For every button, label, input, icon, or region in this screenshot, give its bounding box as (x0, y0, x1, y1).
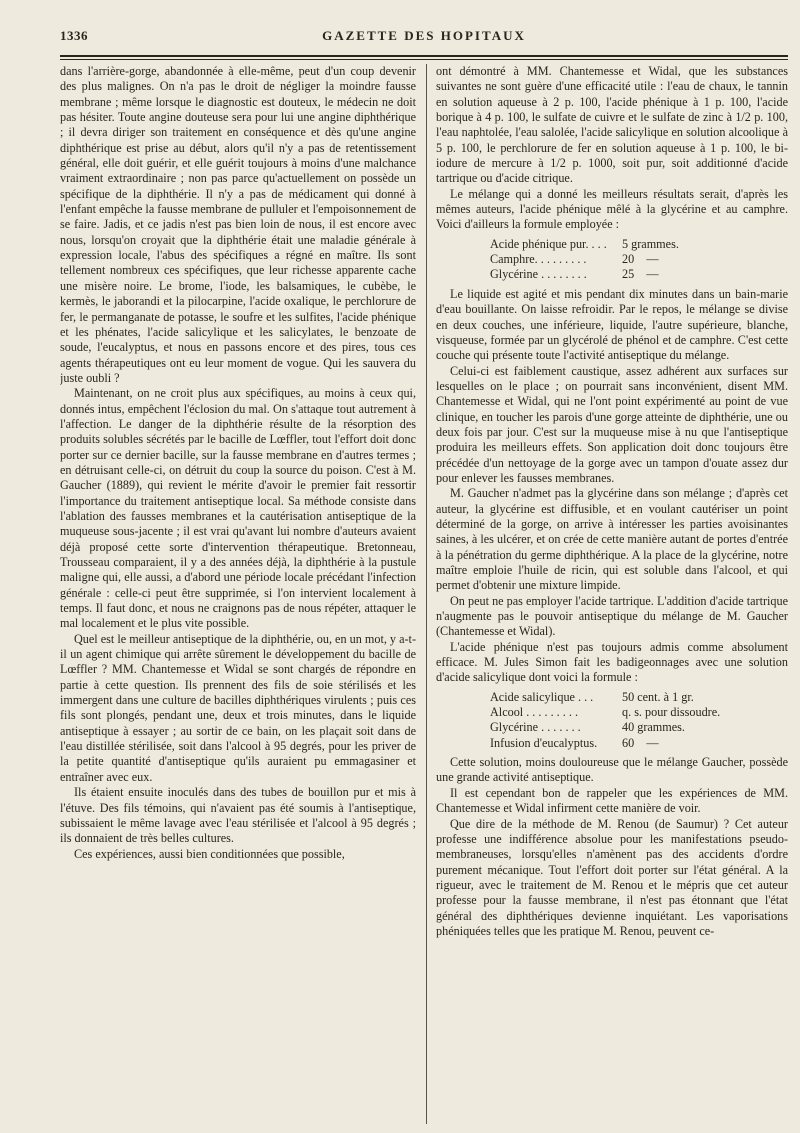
ingredient-name: Glycérine . . . . . . . . (490, 267, 587, 282)
page-header (60, 22, 788, 46)
paragraph: Ces expériences, aussi bien conditionnées que possible, (74, 846, 345, 861)
ingredient-amount: 25 — (622, 267, 659, 282)
ingredient-amount: 60 — (622, 735, 659, 750)
paragraph: Il est cependant bon de rappeler que les expériences de MM. Chantemesse et Widal infirment cette manière de voir. (436, 785, 788, 816)
formula-phenic-camphor (490, 237, 788, 283)
ingredient-amount: 50 cent. à 1 gr. (622, 689, 694, 704)
header-rule-thick (60, 55, 788, 57)
paragraph: M. Gaucher n'admet pas la glycérine dans son mélange ; d'après cet auteur, la glycérine est diffusible, et en voulant cautériser un point déterminé de la gorge, on arrive à intéresser les parties avoisinantes saines, à les ulcérer, et on crée de cette manière autant de portes d'entrée à la pénétration du germe diphthérique. A la place de la glycérine, notre maître emploie l'huile de ricin, qui est soluble dans l'alcool, et qui permet d'obtenir une mixture limpide. (436, 486, 788, 593)
formula-row (490, 705, 788, 720)
paragraph: Celui-ci est faiblement caustique, assez adhérent aux surfaces sur lesquelles on le place ; on pourrait sans inconvénient, disent MM. Chantemesse et Widal, qui ne l'ont point expérimenté au point de vue clinique, en toucher les parois d'une gorge atteinte de diphthérie, une ou deux fois par jour. C'est sur la muqueuse mise à nu que l'antiseptique produira les meilleurs effets. Son application doit donc toujours être précédée d'un nettoyage de la gorge avec un tampon d'ouate assez dur pour enlever les fausses membranes. (436, 363, 788, 485)
formula-row (490, 252, 788, 267)
header-rule-thin (60, 59, 788, 60)
ingredient-amount: 40 grammes. (622, 720, 685, 735)
formula-row (490, 690, 788, 705)
page-number: 1336 (60, 28, 88, 43)
paragraph: Quel est le meilleur antiseptique de la diphthérie, ou, en un mot, y a-t-il un agent chimique qui arrête sûrement le développement du bacille de Lœffler ? MM. Chantemesse et Widal se sont chargés de répondre en partie à cette question. Ils prennent des fils de soie stérilisés et les immergent dans une culture de bacilles diphthériques virulents ; puis ces fils sont plongés, pendant une, deux et trois minutes, dans le liquide antiseptique à essayer ; au sortir de ce bain, on les plaçait soit dans de l'eau distillée stérilisée, soit dans l'alcool à 95 degrés, pour les priver de la petite quantité d'antiseptique qu'ils auraient pu emmagasiner et entraîner avec eux. (60, 631, 416, 784)
ingredient-name: Camphre. . . . . . . . . (490, 252, 587, 267)
left-column (60, 64, 416, 1124)
formula-row (490, 267, 788, 282)
ingredient-name: Acide salicylique . . . (490, 689, 594, 704)
ingredient-amount: 5 grammes. (622, 236, 679, 251)
ingredient-name: Acide phénique pur. . . . (490, 236, 607, 251)
paragraph: Le liquide est agité et mis pendant dix minutes dans un bain-marie d'eau bouillante. On laisse refroidir. Par le repos, le mélange se divise en deux couches, une inférieure, liquide, l'autre supérieure, blanche, visqueuse, formée par un glycérolé de phénol et de camphre. C'est cette couche qui présente toute l'activité antiseptique du mélange. (436, 286, 788, 363)
paragraph: Que dire de la méthode de M. Renou (de Saumur) ? Cet auteur professe une indifférence absolue pour les manifestations pseudo-membraneuses, lorsqu'elles n'amènent pas des accidents d'ordre purement mécanique. Tout l'effort doit porter sur l'état général. A la rigueur, avec le traitement de M. Renou et le mépris que cet auteur professe pour la fausse membrane, il n'est pas étonnant que l'état général des diphthériques devienne inquiétant. Les vaporisations phéniquées telles que les pratique M. Renou, peuvent ce- (436, 816, 788, 938)
ingredient-name: Alcool . . . . . . . . . (490, 705, 579, 720)
paragraph: Ils étaient ensuite inoculés dans des tubes de bouillon pur et mis à l'étuve. Des fils témoins, qui n'avaient pas été soumis à l'antiseptique, subissaient le même lavage avec l'eau stérilisée et l'alcool à 95 degrés ; ils donnaient de très belles cultures. (60, 785, 416, 846)
running-title: GAZETTE DES HOPITAUX (322, 28, 526, 43)
ingredient-name: Glycérine . . . . . . . (490, 720, 581, 735)
paragraph: On peut ne pas employer l'acide tartrique. L'addition d'acide tartrique n'augmente pas le pouvoir antiseptique du mélange de M. Gaucher (Chantemesse et Widal). (436, 593, 788, 639)
paragraph: Maintenant, on ne croit plus aux spécifiques, au moins à ceux qui, donnés intus, empêchent l'éclosion du mal. On s'attaque tout autrement à l'affection. Le danger de la diphthérie résulte de la résorption des produits solubles sécrétés par le bacille de Lœffler, tout l'effort doit donc porter sur ce dernier bacille, sur la fausse membrane en d'autres termes ; en détruisant celle-ci, on détruit du coup la source du poison. C'est à M. Gaucher (1889), qui revient le mérite d'avoir le premier fait ressortir l'importance du traitement antiseptique local. Sa méthode consiste dans l'ablation des fausses membranes et la cautérisation antiseptique de la muqueuse sous-jacente ; il est vrai qu'avant lui nombre d'auteurs avaient déjà proposé cette sorte d'intervention thérapeutique. Bretonneau, Trousseau comparaient, il y a des années déjà, la diphthérie à la pustule maligne qui, elle aussi, a d'abord une période locale précédant l'infection générale : celle-ci peut être supprimée, si l'on intervient localement à temps. Il faut donc, et nous ne craignons pas de nous répéter, attaquer le mal localement et le plus vite possible. (60, 386, 416, 631)
column-divider (426, 64, 427, 1124)
paragraph: Le mélange qui a donné les meilleurs résultats serait, d'après les mêmes auteurs, l'acide phénique mêlé à la glycérine et au camphre. Voici d'ailleurs la formule employée : (436, 186, 788, 232)
ingredient-amount: q. s. pour dissoudre. (622, 705, 721, 720)
paragraph: Cette solution, moins douloureuse que le mélange Gaucher, possède une grande activité antiseptique. (436, 755, 788, 785)
formula-row (490, 237, 788, 252)
right-column (436, 64, 788, 1124)
ingredient-amount: 20 — (622, 252, 659, 267)
formula-row (490, 720, 788, 735)
paragraph: dans l'arrière-gorge, abandonnée à elle-même, peut d'un coup devenir des plus malignes. On n'a pas le droit de négliger la moindre fausse membrane ; même lorsque le diagnostic est douteux, le médecin ne doit pas hésiter. Toute angine douteuse sera pour lui une angine diphthérique ; il devra diriger son traitement en conséquence et dès qu'une angine diphthérique est prise au début, alors qu'il n'y a pas de retentissement général, elle doit guérir, et elle guérit toujours à moins d'une malchance vraiment extraordinaire ; non pas parce qu'actuellement on possède un spécifique de la diphthérie. Il n'y a pas de médicament qui donné à l'enfant empêche la fausse membrane de pulluler et l'empoisonnement de se faire. Jadis, et ce jadis n'est pas bien loin de nous, il est encore avec nous, lorsqu'on croyait que la diphthérie était une maladie générale à expression locale, l'abus des spécifiques a régné en maître. Ils sont tellement nombreux ces spécifiques, que leur richesse apparente cache une misère noire. Le brome, l'iode, les balsamiques, le cubèbe, le kermès, le jaborandi et la pilocarpine, l'acide oxalique, le perchlorure de fer, le permanganate de potasse, le soufre et les sulfites, l'acide phénique et les phénates, l'acide salicylique et les salicylates, le benzoate de soude, l'eucalyptus, et nous en passons encore et des pires, tous ces agents thérapeutiques ont eu leur moment de vogue. Qui les sauvera du juste oubli ? (60, 64, 416, 385)
formula-salicylic (490, 690, 788, 751)
paragraph: L'acide phénique n'est pas toujours admis comme absolument efficace. M. Jules Simon fait les badigeonnages avec une solution d'acide salicylique dont voici la formule : (436, 639, 788, 685)
paragraph: ont démontré à MM. Chantemesse et Widal, que les substances suivantes ne sont guère d'une efficacité utile : l'eau de chaux, le tannin en solution aqueuse à 2 p. 100, l'acide phénique à 1 p. 100, l'acide borique à 4 p. 100, le sulfate de cuivre et le sulfate de zinc à 1/2 p. 100, l'eau naphtolée, l'eau salolée, l'acide salicylique en solution alcoolique à 5 p. 100, le perchlorure de fer en solution aqueuse à 1 p. 100, le bi-iodure de mercure à 1/2 p. 1000, soit pur, soit additionné d'acide tartrique ou d'acide citrique. (436, 64, 788, 186)
formula-row (490, 736, 788, 751)
ingredient-name: Infusion d'eucalyptus. (490, 735, 598, 750)
